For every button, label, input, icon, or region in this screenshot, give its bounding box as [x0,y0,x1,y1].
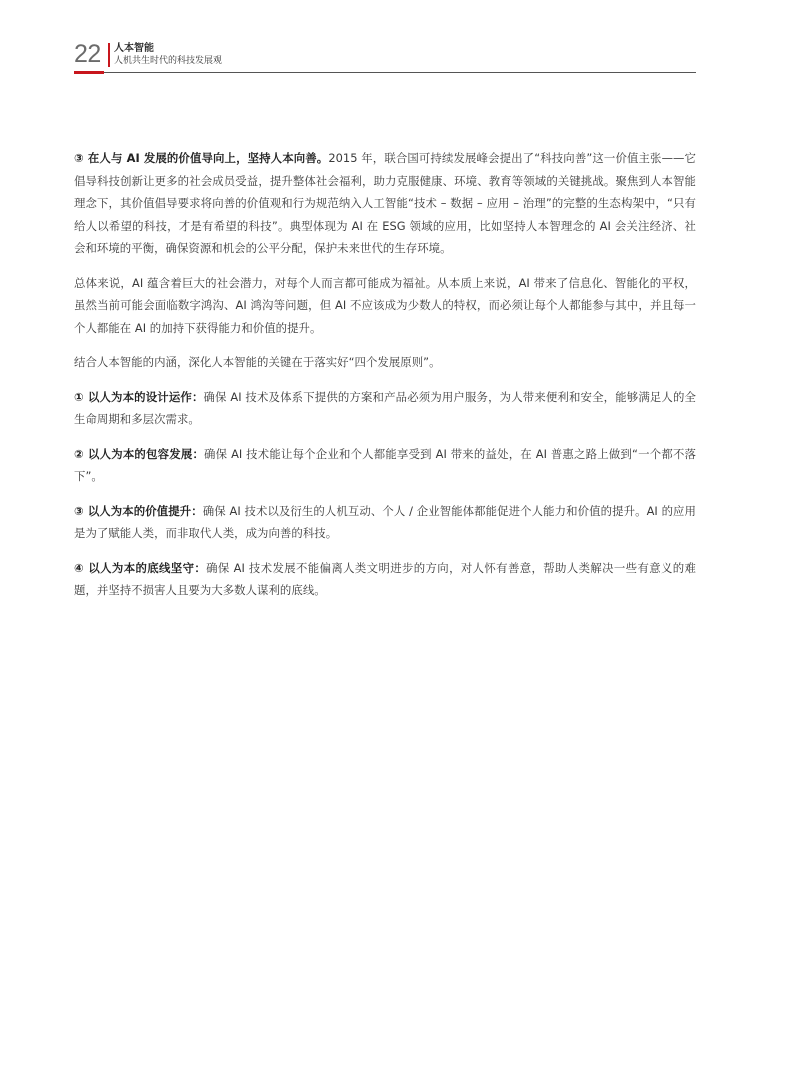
paragraph-principle-value-enhancement [74,500,696,545]
paragraph-lead: ④ 以人为本的底线坚守： [74,560,207,575]
paragraph-principle-design [74,386,696,431]
paragraph-text: 确保 AI 技术能让每个企业和个人都能享受到 AI 带来的益处，在 AI 普惠之路上做到“一个都不落下”。 [74,446,696,483]
header-title: 人本智能 [114,43,154,54]
header-subtitle: 人机共生时代的科技发展观 [114,56,223,66]
page-header [74,40,696,76]
paragraph-lead: ② 以人为本的包容发展： [74,446,205,461]
header-accent-bar [74,71,104,74]
paragraph-text: 总体来说，AI 蕴含着巨大的社会潜力，对每个人而言都可能成为福祉。从本质上来说，AI 带来了信息化、智能化的平权，虽然当前可能会面临数字鸿沟、AI 鸿沟等问题，但 AI 不应该成为少数人的特权，而必须让每个人都能参与其中，并且每一个人都能在 AI 的加持下获得能力和价值的提升。 [74,275,696,335]
header-rule [74,72,696,73]
paragraph-text: 结合人本智能的内涵，深化人本智能的关键在于落实好“四个发展原则”。 [74,355,441,369]
paragraph-text: 确保 AI 技术及体系下提供的方案和产品必须为用户服务，为人带来便利和安全，能够满足人的全生命周期和多层次需求。 [74,389,696,426]
paragraph-lead: ③ 在人与 AI 发展的价值导向上，坚持人本向善。 [74,151,329,165]
paragraph-text: 确保 AI 技术以及衍生的人机互动、个人 / 企业智能体都能促进个人能力和价值的提升。AI 的应用是为了赋能人类，而非取代人类，成为向善的科技。 [74,503,696,540]
page-number: 22 [74,40,101,68]
body-text [74,147,696,614]
header-separator [108,43,110,67]
paragraph-text: 确保 AI 技术发展不能偏离人类文明进步的方向，对人怀有善意，帮助人类解决一些有意义的难题，并坚持不损害人且要为大多数人谋利的底线。 [74,560,696,597]
paragraph-principle-inclusive [74,443,696,488]
paragraph-principle-bottom-line [74,557,696,602]
paragraph-text: 2015 年，联合国可持续发展峰会提出了“科技向善”这一价值主张——它倡导科技创新让更多的社会成员受益，提升整体社会福利，助力克服健康、环境、教育等领域的关键挑战。聚焦到人本智能理念下，其价值倡导要求将向善的价值观和行为规范纳入人工智能“技术 – 数据 – 应用 – 治理”的完整的生态构架中，“只有给人以希望的科技，才是有希望的科技”。典型体现为 AI 在 ESG 领域的应用，比如坚持人本智理念的 AI 会关注经济、社会和环境的平衡，确保资源和机会的公平分配，保护未来世代的生存环境。 [74,151,696,255]
paragraph-summary [74,272,696,340]
paragraph-lead: ① 以人为本的设计运作： [74,389,204,404]
paragraph-lead: ③ 以人为本的价值提升： [74,503,203,518]
paragraph-four-principles-intro [74,351,696,374]
paragraph-principle-value-orientation [74,147,696,260]
